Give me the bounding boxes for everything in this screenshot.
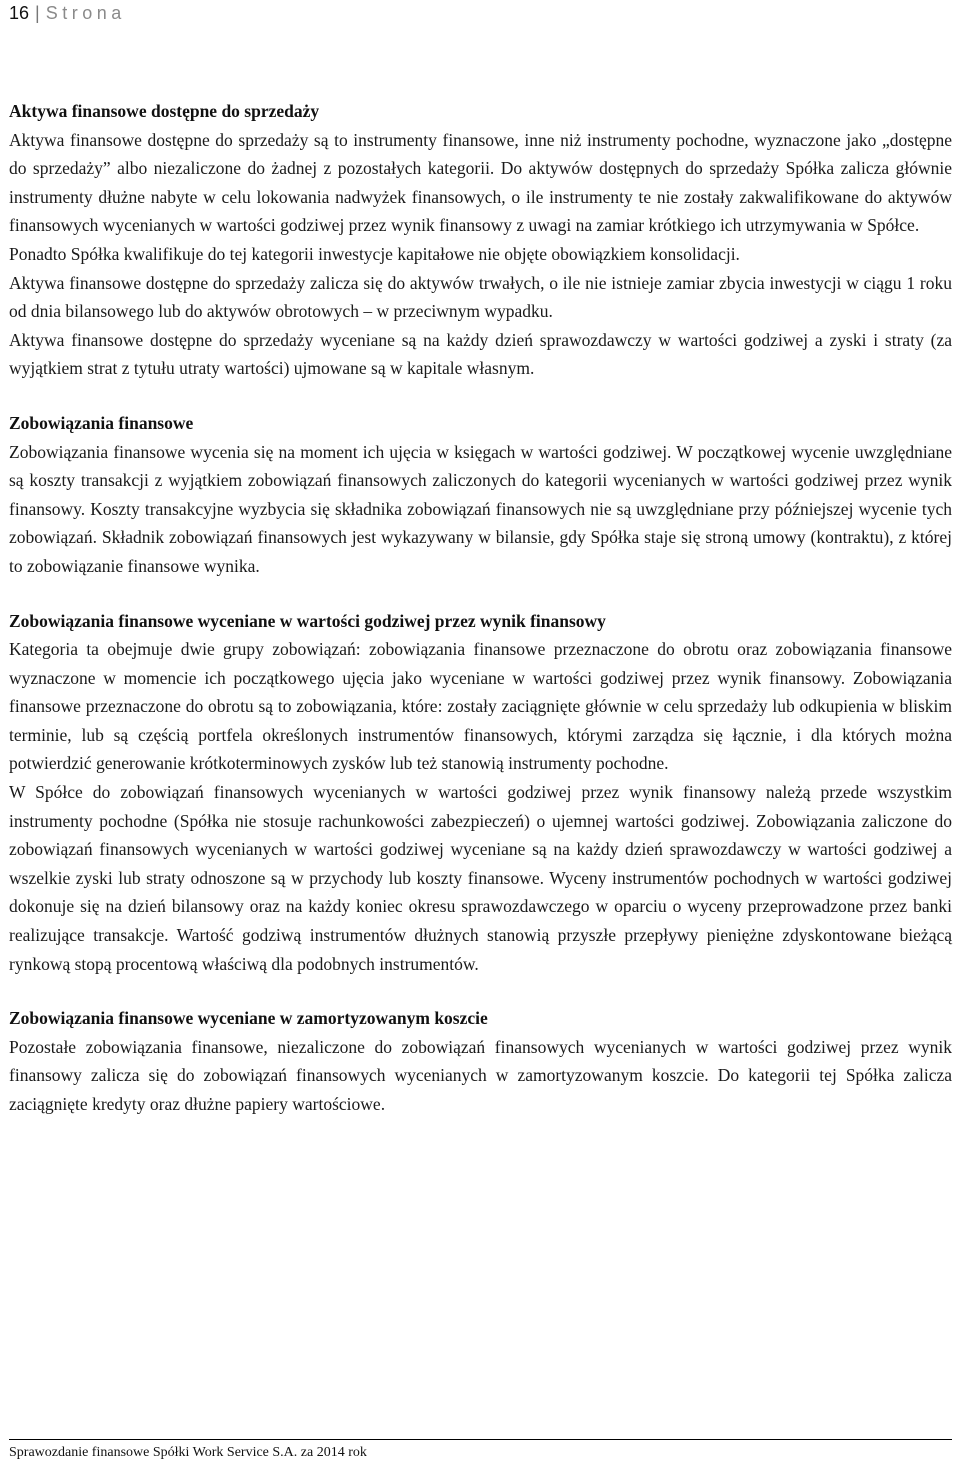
section-title: Zobowiązania finansowe: [9, 412, 194, 433]
paragraph: Ponadto Spółka kwalifikuje do tej kategorii inwestycje kapitałowe nie objęte obowiązkiem konsolidacji.: [9, 243, 740, 264]
section-title: Aktywa finansowe dostępne do sprzedaży: [9, 101, 320, 121]
paragraph: Aktywa finansowe dostępne do sprzedaży zalicza się do aktywów trwałych, o ile nie istnieje zamiar zbycia inwestycji w ciągu 1 roku od dnia bilansowego lub do aktywów obrotowych – w przeciwnym wypadku.: [9, 272, 952, 322]
paragraph: W Spółce do zobowiązań finansowych wycenianych w wartości godziwej przez wynik finansowy należą przede wszystkim instrumenty pochodne (Spółka nie stosuje rachunkowości zabezpieczeń) o ujemnej wartości godziwej. Zobowiązania zaliczone do zobowiązań finansowych wycenianych w wartości godziwej wyceniane są na każdy dzień sprawozdawczy w wartości godziwej a wszelkie zyski lub straty odnoszone są w przychody lub koszty finansowe. Wyceny instrumentów pochodnych w wartości godziwej dokonuje się na dzień bilansowy oraz na każdy koniec okresu sprawozdawczego w oparciu o wyceny przeprowadzone przez banki realizujące transakcje. Wartość godziwą instrumentów dłużnych stanowią przyszłe przepływy pieniężne zdyskontowane bieżącą rynkową stopą procentową właściwą dla podobnych instrumentów.: [9, 782, 952, 974]
section-available-for-sale-assets: [9, 97, 952, 383]
page-footer: Sprawozdanie finansowe Spółki Work Service S.A. za 2014 rok: [9, 1445, 367, 1460]
section-title: Zobowiązania finansowe wyceniane w wartości godziwej przez wynik finansowy: [9, 610, 606, 631]
page-word: Strona: [45, 3, 126, 23]
section-liabilities-fair-value: [9, 607, 952, 979]
section-financial-liabilities: [9, 409, 952, 581]
page-number: 16: [9, 3, 30, 23]
section-liabilities-amortized-cost: [9, 1004, 952, 1118]
paragraph: Pozostałe zobowiązania finansowe, niezaliczone do zobowiązań finansowych wycenianych w wartości godziwej przez wynik finansowy zalicza się do zobowiązań finansowych wycenianych w zamortyzowanym koszcie. Do kategorii tej Spółka zalicza zaciągnięte kredyty oraz dłużne papiery wartościowe.: [9, 1036, 952, 1114]
page-header: [9, 0, 126, 26]
footer-divider: [9, 1439, 952, 1440]
section-title: Zobowiązania finansowe wyceniane w zamortyzowanym koszcie: [9, 1008, 488, 1029]
paragraph: Aktywa finansowe dostępne do sprzedaży wyceniane są na każdy dzień sprawozdawczy w wartości godziwej a zyski i straty (za wyjątkiem strat z tytułu utraty wartości) ujmowane są w kapitale własnym.: [9, 329, 952, 379]
paragraph: Aktywa finansowe dostępne do sprzedaży są to instrumenty finansowe, inne niż instrumenty pochodne, wyznaczone jako „dostępne do sprzedaży” albo niezaliczone do żadnej z pozostałych kategorii. Do aktywów dostępnych do sprzedaży Spółka zalicza głównie instrumenty dłużne nabyte w celu lokowania nadwyżek finansowych, o ile instrumenty te nie zostały zakwalifikowane do aktywów finansowych wycenianych w wartości godziwej przez wynik finansowy z uwagi na zamiar krótkiego ich utrzymywania w Spółce.: [9, 129, 952, 236]
paragraph: Kategoria ta obejmuje dwie grupy zobowiązań: zobowiązania finansowe przeznaczone do obrotu oraz zobowiązania finansowe wyznaczone w momencie ich początkowego ujęcia jako wyceniane w wartości godziwej przez wynik finansowy. Zobowiązania finansowe przeznaczone do obrotu są to zobowiązania, które: zostały zaciągnięte głównie w celu sprzedaży lub odkupienia w bliskim terminie, lub są częścią portfela określonych instrumentów finansowych, którymi zarządza się łącznie, i dla których można potwierdzić generowanie krótkoterminowych zysków lub też stanowią instrumenty pochodne.: [9, 639, 952, 774]
document-body: [9, 97, 952, 1145]
paragraph: Zobowiązania finansowe wycenia się na moment ich ujęcia w księgach w wartości godziwej. W początkowej wycenie uwzględniane są koszty transakcji z wyjątkiem zobowiązań finansowych zaliczonych do kategorii wycenianych w wartości godziwej przez wynik finansowy. Koszty transakcyjne wyzbycia się składnika zobowiązań finansowych nie są uwzględniane przy późniejszej wycenie tych zobowiązań. Składnik zobowiązań finansowych jest wykazywany w bilansie, gdy Spółka staje się stroną umowy (kontraktu), z której to zobowiązanie finansowe wynika.: [9, 441, 952, 576]
page-number-separator: |: [35, 3, 40, 23]
